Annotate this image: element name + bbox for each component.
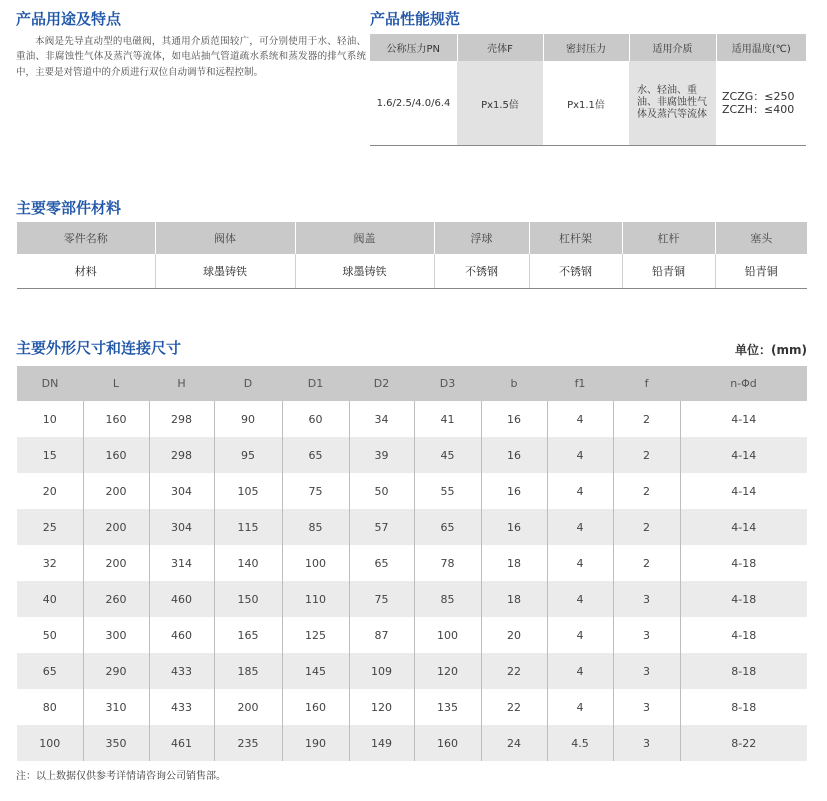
dims-table — [17, 366, 807, 761]
table-row — [17, 437, 807, 473]
table-cell: 4 — [547, 401, 613, 437]
usage-title: 产品用途及特点 — [16, 10, 122, 28]
perf-shell: Px1.5倍 — [457, 61, 543, 146]
table-cell: 200 — [83, 473, 149, 509]
table-cell: 50 — [349, 473, 414, 509]
dims-unit: 单位：(mm) — [735, 343, 807, 357]
dims-header-row — [17, 366, 807, 401]
table-cell: 4-14 — [680, 473, 807, 509]
table-cell: 3 — [613, 725, 680, 761]
table-cell: 45 — [414, 437, 481, 473]
table-cell: 165 — [214, 617, 282, 653]
perf-media: 水、轻油、重油、非腐蚀性气体及蒸汽等流体 — [629, 61, 716, 146]
table-cell: 4-14 — [680, 509, 807, 545]
dims-header-cell: D1 — [282, 366, 349, 401]
table-cell: 75 — [349, 581, 414, 617]
parts-cell: 不锈钢 — [434, 254, 529, 289]
table-cell: 100 — [414, 617, 481, 653]
table-cell: 200 — [83, 545, 149, 581]
table-cell: 16 — [481, 437, 547, 473]
perf-header-shell: 壳体F — [457, 34, 543, 61]
table-cell: 110 — [282, 581, 349, 617]
table-cell: 185 — [214, 653, 282, 689]
parts-header-cell: 阀盖 — [295, 222, 434, 254]
table-cell: 120 — [414, 653, 481, 689]
table-cell: 300 — [83, 617, 149, 653]
table-cell: 3 — [613, 581, 680, 617]
table-cell: 22 — [481, 689, 547, 725]
table-cell: 200 — [214, 689, 282, 725]
table-cell: 460 — [149, 581, 214, 617]
dims-header-cell: n-Φd — [680, 366, 807, 401]
table-cell: 460 — [149, 617, 214, 653]
table-cell: 4-18 — [680, 617, 807, 653]
table-cell: 4 — [547, 617, 613, 653]
table-row — [17, 509, 807, 545]
parts-cell: 铅青铜 — [622, 254, 715, 289]
table-row — [17, 401, 807, 437]
dims-header-cell: DN — [17, 366, 83, 401]
table-cell: 24 — [481, 725, 547, 761]
table-cell: 100 — [17, 725, 83, 761]
table-cell: 2 — [613, 473, 680, 509]
table-cell: 160 — [83, 401, 149, 437]
table-cell: 4-14 — [680, 437, 807, 473]
table-cell: 190 — [282, 725, 349, 761]
table-cell: 235 — [214, 725, 282, 761]
dims-header-cell: b — [481, 366, 547, 401]
table-cell: 18 — [481, 581, 547, 617]
table-cell: 3 — [613, 689, 680, 725]
table-row — [17, 653, 807, 689]
table-cell: 85 — [282, 509, 349, 545]
table-cell: 140 — [214, 545, 282, 581]
parts-cell: 铅青铜 — [715, 254, 807, 289]
table-cell: 20 — [481, 617, 547, 653]
parts-cell: 球墨铸铁 — [155, 254, 295, 289]
table-cell: 433 — [149, 689, 214, 725]
table-cell: 65 — [414, 509, 481, 545]
table-cell: 4 — [547, 653, 613, 689]
table-cell: 4 — [547, 473, 613, 509]
table-cell: 65 — [17, 653, 83, 689]
table-cell: 290 — [83, 653, 149, 689]
dims-header-cell: L — [83, 366, 149, 401]
table-cell: 160 — [282, 689, 349, 725]
table-cell: 298 — [149, 401, 214, 437]
table-cell: 75 — [282, 473, 349, 509]
table-cell: 120 — [349, 689, 414, 725]
table-row — [17, 617, 807, 653]
table-cell: 314 — [149, 545, 214, 581]
table-row — [17, 473, 807, 509]
table-cell: 25 — [17, 509, 83, 545]
dims-header-cell: f — [613, 366, 680, 401]
table-cell: 2 — [613, 401, 680, 437]
table-cell: 4 — [547, 437, 613, 473]
perf-temp-zczh: ZCZH：≤400 — [722, 103, 795, 116]
perf-temp-zczg: ZCZG：≤250 — [722, 90, 795, 103]
table-row — [17, 581, 807, 617]
table-cell: 304 — [149, 509, 214, 545]
parts-header-cell: 塞头 — [715, 222, 807, 254]
dims-header-cell: D3 — [414, 366, 481, 401]
table-cell: 4 — [547, 689, 613, 725]
table-cell: 145 — [282, 653, 349, 689]
table-cell: 461 — [149, 725, 214, 761]
table-cell: 3 — [613, 617, 680, 653]
perf-header-temp: 适用温度(℃) — [716, 34, 806, 61]
table-cell: 16 — [481, 473, 547, 509]
table-cell: 8-18 — [680, 653, 807, 689]
table-cell: 15 — [17, 437, 83, 473]
table-cell: 10 — [42, 412, 57, 426]
table-cell: 8-22 — [680, 725, 807, 761]
table-cell: 105 — [214, 473, 282, 509]
table-cell: 109 — [349, 653, 414, 689]
table-cell: 22 — [481, 653, 547, 689]
table-cell: 50 — [42, 628, 57, 642]
table-cell: 115 — [214, 509, 282, 545]
table-cell: 200 — [83, 509, 149, 545]
table-cell: 4 — [547, 509, 613, 545]
table-cell: 90 — [214, 401, 282, 437]
table-cell: 149 — [349, 725, 414, 761]
dims-header-cell: f1 — [547, 366, 613, 401]
table-cell: 32 — [42, 556, 57, 570]
table-cell: 135 — [414, 689, 481, 725]
table-cell: 4-14 — [680, 401, 807, 437]
table-cell: 55 — [414, 473, 481, 509]
parts-table — [17, 222, 807, 289]
perf-header-seal: 密封压力 — [543, 34, 629, 61]
parts-header-row — [17, 222, 807, 254]
table-cell: 85 — [414, 581, 481, 617]
table-cell: 8-18 — [680, 689, 807, 725]
table-cell: 260 — [83, 581, 149, 617]
table-cell: 78 — [414, 545, 481, 581]
perf-seal: Px1.1倍 — [543, 61, 629, 146]
perf-temp — [716, 61, 806, 146]
table-cell: 350 — [83, 725, 149, 761]
table-cell: 2 — [613, 545, 680, 581]
dims-title: 主要外形尺寸和连接尺寸 — [16, 339, 182, 357]
parts-header-cell: 杠杆架 — [529, 222, 622, 254]
parts-title: 主要零部件材料 — [16, 199, 122, 217]
table-cell: 39 — [349, 437, 414, 473]
dims-header-cell: D — [214, 366, 282, 401]
table-cell: 3 — [613, 653, 680, 689]
table-cell: 65 — [349, 545, 414, 581]
performance-row — [370, 61, 806, 146]
perf-header-pn: 公称压力PN — [370, 34, 457, 61]
usage-text: 本阀是先导直动型的电磁阀，其通用介质范围较广，可分别使用于水、轻油、重油、非腐蚀性气体及蒸汽等流体，如电站抽气管道疏水系统和蒸发器的排气系统中，主要是对管道中的介质进行双位自动调节和远程控制。 — [16, 36, 366, 78]
parts-header-cell: 杠杆 — [622, 222, 715, 254]
table-cell: 150 — [214, 581, 282, 617]
parts-header-cell: 浮球 — [434, 222, 529, 254]
table-cell: 65 — [282, 437, 349, 473]
perf-pn: 1.6/2.5/4.0/6.4 — [370, 61, 457, 146]
table-cell: 125 — [282, 617, 349, 653]
parts-cell: 不锈钢 — [529, 254, 622, 289]
table-cell: 40 — [17, 581, 83, 617]
perf-header-media: 适用介质 — [629, 34, 716, 61]
parts-cell: 球墨铸铁 — [295, 254, 434, 289]
table-cell: 433 — [149, 653, 214, 689]
table-cell: 2 — [613, 509, 680, 545]
performance-header-row — [370, 34, 806, 61]
table-cell: 87 — [349, 617, 414, 653]
parts-row — [17, 254, 807, 289]
parts-cell: 材料 — [17, 254, 155, 289]
table-row — [17, 545, 807, 581]
table-cell: 95 — [214, 437, 282, 473]
table-row — [17, 689, 807, 725]
dims-header-cell: H — [149, 366, 214, 401]
table-cell: 57 — [349, 509, 414, 545]
performance-table — [370, 34, 806, 146]
footnote: 注：以上数据仅供参考详情请咨询公司销售部。 — [16, 771, 226, 782]
table-cell: 18 — [481, 545, 547, 581]
table-cell: 4 — [547, 581, 613, 617]
table-cell: 160 — [83, 437, 149, 473]
table-cell: 298 — [149, 437, 214, 473]
table-cell: 60 — [282, 401, 349, 437]
table-cell: 20 — [42, 484, 57, 498]
table-cell: 100 — [282, 545, 349, 581]
table-cell: 80 — [42, 700, 57, 714]
table-cell: 310 — [83, 689, 149, 725]
table-cell: 4.5 — [547, 725, 613, 761]
parts-header-cell: 阀体 — [155, 222, 295, 254]
dims-header-cell: D2 — [349, 366, 414, 401]
table-cell: 34 — [349, 401, 414, 437]
table-cell: 4 — [547, 545, 613, 581]
table-cell: 4-18 — [680, 581, 807, 617]
table-row — [17, 725, 807, 761]
table-cell: 304 — [149, 473, 214, 509]
parts-header-cell: 零件名称 — [17, 222, 155, 254]
table-cell: 160 — [414, 725, 481, 761]
table-cell: 16 — [481, 401, 547, 437]
table-cell: 2 — [613, 437, 680, 473]
table-cell: 41 — [414, 401, 481, 437]
table-cell: 4-18 — [680, 545, 807, 581]
table-cell: 16 — [481, 509, 547, 545]
performance-title: 产品性能规范 — [370, 10, 461, 28]
